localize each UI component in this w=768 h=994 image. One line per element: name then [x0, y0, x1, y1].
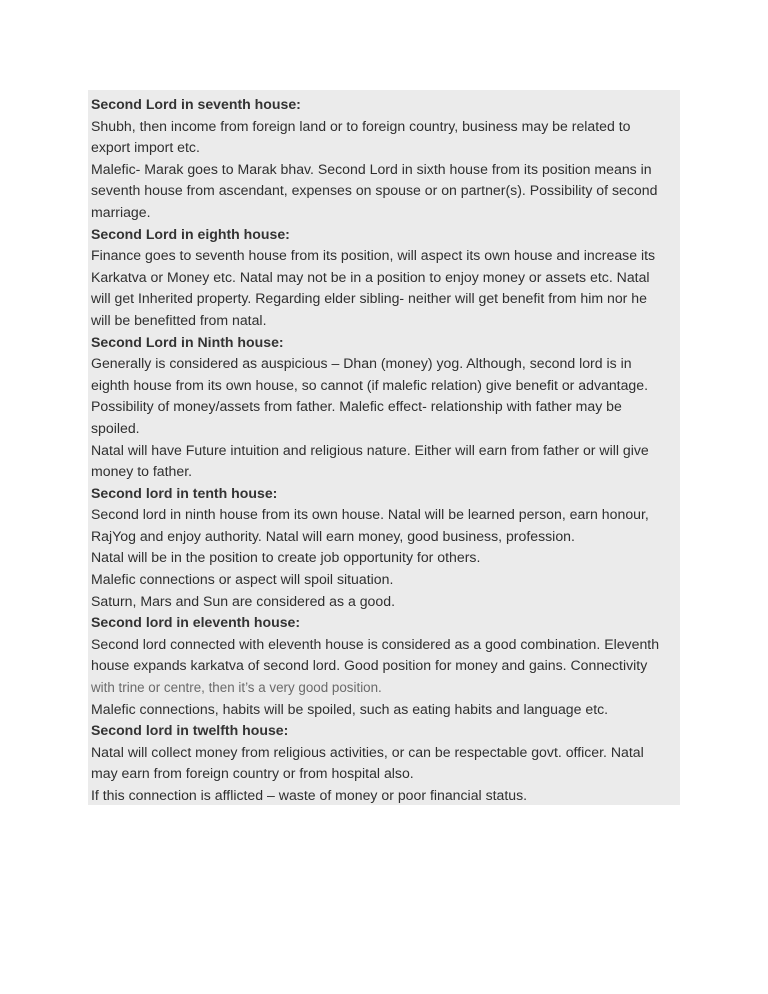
section-heading: Second Lord in seventh house:: [91, 96, 301, 112]
paragraph-line: Karkatva or Money etc. Natal may not be in a position to enjoy money or assets etc. Natal: [91, 268, 650, 285]
paragraph-line: Malefic- Marak goes to Marak bhav. Second Lord in sixth house from its position means in: [91, 160, 652, 177]
paragraph-line: will be benefitted from natal.: [91, 311, 267, 328]
paragraph-line: marriage.: [91, 203, 151, 220]
section-heading: Second lord in tenth house:: [91, 484, 278, 501]
paragraph-line: Shubh, then income from foreign land or to foreign country, business may be related to: [91, 117, 631, 134]
paragraph-line: eighth house from its own house, so cannot (if malefic relation) give benefit or advantage.: [91, 376, 649, 393]
paragraph-line: Finance goes to seventh house from its position, will aspect its own house and increase its: [91, 247, 656, 264]
paragraph-line: spoiled.: [91, 419, 140, 436]
paragraph-line: seventh house from ascendant, expenses on spouse or on partner(s). Possibility of second: [91, 182, 658, 199]
text-lines: [91, 94, 678, 807]
paragraph-line: RajYog and enjoy authority. Natal will earn money, good business, profession.: [91, 527, 575, 544]
paragraph-line: Malefic connections or aspect will spoil situation.: [91, 571, 394, 588]
paragraph-line: house expands karkatva of second lord. Good position for money and gains. Connectivity: [91, 657, 648, 674]
paragraph-line: export import etc.: [91, 139, 200, 156]
paragraph-line: Possibility of money/assets from father. Malefic effect- relationship with father may be: [91, 398, 622, 415]
paragraph-line: Generally is considered as auspicious – Dhan (money) yog. Although, second lord is in: [91, 355, 632, 372]
paragraph-line: will get Inherited property. Regarding elder sibling- neither will get benefit from him nor he: [91, 290, 647, 307]
document-text-block: [88, 90, 680, 805]
section-heading: Second Lord in eighth house:: [91, 225, 290, 242]
section-heading: Second Lord in Ninth house:: [91, 333, 284, 350]
paragraph-line: may earn from foreign country or from hospital also.: [91, 765, 414, 782]
paragraph-line: with trine or centre, then it’s a very good position.: [91, 680, 382, 696]
paragraph-line: Natal will be in the position to create job opportunity for others.: [91, 549, 481, 566]
paragraph-line: Natal will have Future intuition and religious nature. Either will earn from father or will give: [91, 441, 649, 458]
paragraph-line: Malefic connections, habits will be spoiled, such as eating habits and language etc.: [91, 700, 609, 717]
section-heading: Second lord in twelfth house:: [91, 722, 289, 739]
paragraph-line: Second lord in ninth house from its own house. Natal will be learned person, earn honour,: [91, 506, 649, 523]
paragraph-line: Second lord connected with eleventh house is considered as a good combination. Eleventh: [91, 635, 660, 652]
paragraph-line: Saturn, Mars and Sun are considered as a good.: [91, 592, 395, 609]
paragraph-line: money to father.: [91, 463, 193, 480]
paragraph-line: If this connection is afflicted – waste of money or poor financial status.: [91, 787, 528, 803]
section-heading: Second lord in eleventh house:: [91, 614, 301, 631]
paragraph-line: Natal will collect money from religious activities, or can be respectable govt. officer. Natal: [91, 743, 644, 760]
